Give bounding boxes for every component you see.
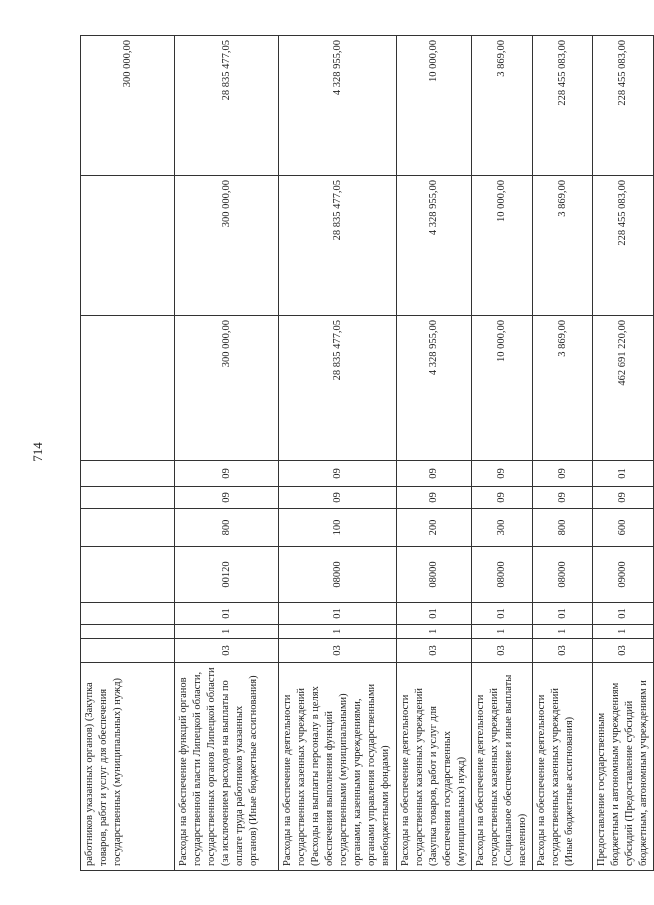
code-expense-type: 100 bbox=[279, 509, 397, 547]
code-section: 09 bbox=[397, 487, 472, 509]
code-subprogram: 1 bbox=[279, 625, 397, 639]
code-program: 03 bbox=[175, 639, 279, 663]
table-row bbox=[175, 36, 279, 871]
table-row bbox=[81, 36, 175, 871]
code-program: 03 bbox=[533, 639, 593, 663]
code-event: 01 bbox=[533, 603, 593, 625]
code-subsection: 09 bbox=[279, 461, 397, 487]
table-row bbox=[279, 36, 397, 871]
code-subprogram: 1 bbox=[533, 625, 593, 639]
code-event: 01 bbox=[397, 603, 472, 625]
code-expense-type: 800 bbox=[175, 509, 279, 547]
row-description: Расходы на обеспечение деятельности государственных казенных учреждений (Социальное обеспечение и иные выплаты населению) bbox=[472, 663, 533, 871]
code-program: 03 bbox=[397, 639, 472, 663]
budget-table bbox=[80, 35, 654, 871]
code-section: 09 bbox=[472, 487, 533, 509]
code-event: 01 bbox=[593, 603, 654, 625]
row-description: работников указанных органов) (Закупка товаров, работ и услуг для обеспечения государственных (муниципальных) нужд) bbox=[81, 663, 175, 871]
amount-3: 3 869,00 bbox=[472, 36, 533, 176]
amount-2: 10 000,00 bbox=[472, 176, 533, 316]
amount-1: 300 000,00 bbox=[175, 316, 279, 461]
amount-3: 228 455 083,00 bbox=[593, 36, 654, 176]
code-subsection: 09 bbox=[397, 461, 472, 487]
code-direction: 00120 bbox=[175, 547, 279, 603]
table-row bbox=[533, 36, 593, 871]
code-program: 03 bbox=[279, 639, 397, 663]
code-event bbox=[81, 603, 175, 625]
code-expense-type: 800 bbox=[533, 509, 593, 547]
code-expense-type bbox=[81, 509, 175, 547]
code-program bbox=[81, 639, 175, 663]
code-direction: 08000 bbox=[279, 547, 397, 603]
amount-2: 28 835 477,05 bbox=[279, 176, 397, 316]
amount-3: 300 000,00 bbox=[81, 36, 175, 176]
code-subsection: 09 bbox=[175, 461, 279, 487]
code-subsection: 09 bbox=[472, 461, 533, 487]
code-program: 03 bbox=[472, 639, 533, 663]
row-description: Расходы на обеспечение деятельности государственных казенных учреждений (Иные бюджетные ассигнования) bbox=[533, 663, 593, 871]
code-event: 01 bbox=[175, 603, 279, 625]
amount-2: 4 328 955,00 bbox=[397, 176, 472, 316]
amount-1: 4 328 955,00 bbox=[397, 316, 472, 461]
code-direction: 08000 bbox=[397, 547, 472, 603]
amount-2 bbox=[81, 176, 175, 316]
code-program: 03 bbox=[593, 639, 654, 663]
table-row bbox=[472, 36, 533, 871]
amount-3: 28 835 477,05 bbox=[175, 36, 279, 176]
code-subprogram bbox=[81, 625, 175, 639]
row-description: Расходы на обеспечение деятельности государственных казенных учреждений (Закупка товаров, работ и услуг для обеспечения государственных (муниципальных) нужд) bbox=[397, 663, 472, 871]
code-subprogram: 1 bbox=[397, 625, 472, 639]
code-subsection: 09 bbox=[533, 461, 593, 487]
code-expense-type: 600 bbox=[593, 509, 654, 547]
amount-2: 228 455 083,00 bbox=[593, 176, 654, 316]
amount-1 bbox=[81, 316, 175, 461]
amount-1: 10 000,00 bbox=[472, 316, 533, 461]
row-description: Расходы на обеспечение функций органов государственной власти Липецкой области, государственных органов Липецкой области (за исключением расходов на выплаты по оплате труда работников указанных органов) (Иные бюджетные ассигнования) bbox=[175, 663, 279, 871]
amount-1: 462 691 220,00 bbox=[593, 316, 654, 461]
code-section: 09 bbox=[279, 487, 397, 509]
code-subsection bbox=[81, 461, 175, 487]
code-event: 01 bbox=[472, 603, 533, 625]
code-subsection: 01 bbox=[593, 461, 654, 487]
code-subprogram: 1 bbox=[175, 625, 279, 639]
code-expense-type: 300 bbox=[472, 509, 533, 547]
code-subprogram: 1 bbox=[593, 625, 654, 639]
amount-3: 10 000,00 bbox=[397, 36, 472, 176]
row-description: Предоставление государственным бюджетным и автономным учреждениям субсидий (Предоставление субсидий бюджетным, автономным учреждениям и bbox=[593, 663, 654, 871]
code-section: 09 bbox=[175, 487, 279, 509]
code-subprogram: 1 bbox=[472, 625, 533, 639]
amount-1: 28 835 477,05 bbox=[279, 316, 397, 461]
table-viewport bbox=[80, 36, 649, 871]
code-section: 09 bbox=[533, 487, 593, 509]
table-row bbox=[397, 36, 472, 871]
row-description: Расходы на обеспечение деятельности государственных казенных учреждений (Расходы на выплаты персоналу в целях обеспечения выполнения функций государственными (муниципальными) органами, казенными учреждениями, органами управления государственными внебюджетными фондами) bbox=[279, 663, 397, 871]
amount-1: 3 869,00 bbox=[533, 316, 593, 461]
code-event: 01 bbox=[279, 603, 397, 625]
amount-3: 4 328 955,00 bbox=[279, 36, 397, 176]
code-section: 09 bbox=[593, 487, 654, 509]
code-expense-type: 200 bbox=[397, 509, 472, 547]
amount-2: 300 000,00 bbox=[175, 176, 279, 316]
code-direction: 08000 bbox=[472, 547, 533, 603]
code-direction bbox=[81, 547, 175, 603]
code-direction: 08000 bbox=[533, 547, 593, 603]
code-section bbox=[81, 487, 175, 509]
amount-2: 3 869,00 bbox=[533, 176, 593, 316]
code-direction: 09000 bbox=[593, 547, 654, 603]
page-number: 714 bbox=[30, 442, 45, 462]
amount-3: 228 455 083,00 bbox=[533, 36, 593, 176]
table-row bbox=[593, 36, 654, 871]
